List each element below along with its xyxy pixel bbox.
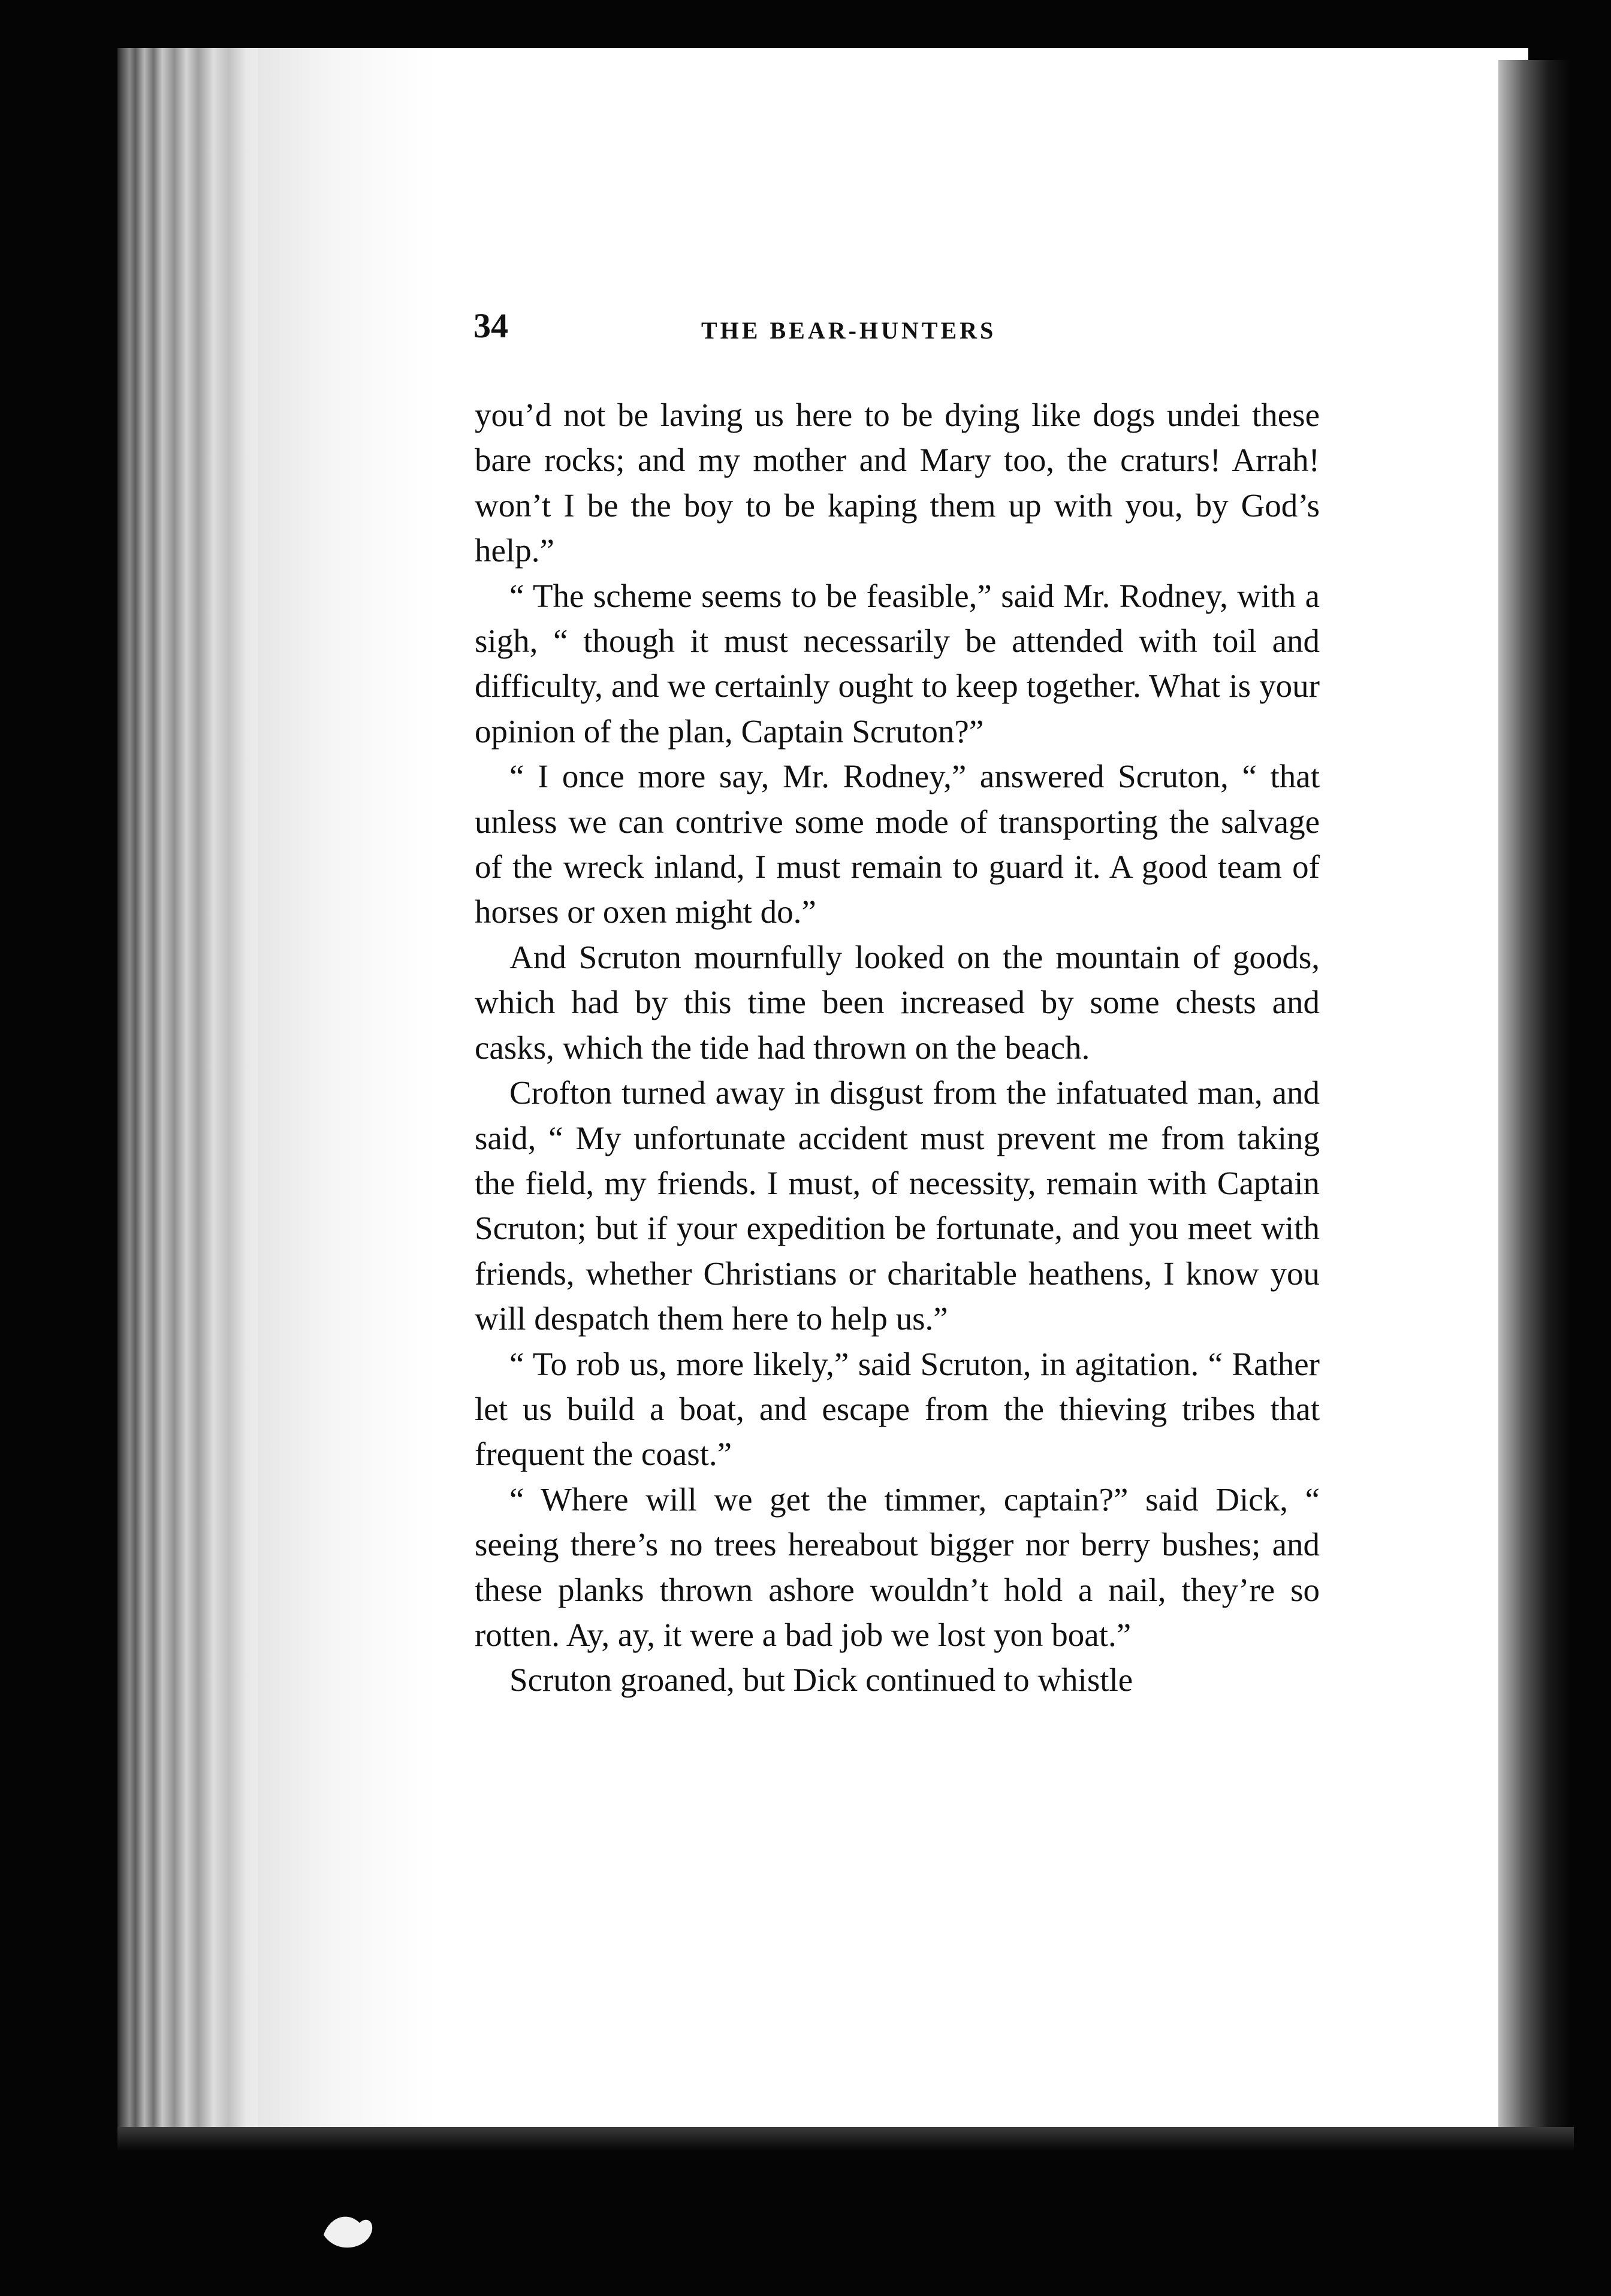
page-number: 34 — [473, 306, 508, 345]
paragraph: And Scruton mournfully looked on the mountain of goods, which had by this time been increased by some chests and casks, which the tide had thrown on the beach. — [475, 938, 1320, 1066]
paragraph: you’d not be laving us here to be dying like dogs undei these bare rocks; and my mother and Mary too, the craturs! Arrah! won’t I be the boy to be kaping them up with you, by God’s help.” — [475, 397, 1320, 569]
paragraph: “ The scheme seems to be feasible,” said Mr. Rodney, with a sigh, “ though it must necessarily be attended with toil and difficulty, and we certainly ought to keep together. What is your opinion of the plan, Captain Scruton?” — [475, 577, 1320, 750]
scan-artifact-blot — [312, 2193, 384, 2259]
paragraph: “ Where will we get the timmer, captain?” said Dick, “ seeing there’s no trees hereabout bigger nor berry bushes; and these planks thrown ashore wouldn’t hold a nail, they’re so rotten. Ay, ay, it were a bad job we lost yon boat.” — [475, 1481, 1320, 1653]
paragraph: “ To rob us, more likely,” said Scruton, in agitation. “ Rather let us build a boat, and escape from the thieving tribes that frequent the coast.” — [475, 1345, 1320, 1473]
paragraph: Scruton groaned, but Dick continued to whistle — [509, 1661, 1133, 1699]
paragraph: Crofton turned away in disgust from the infatuated man, and said, “ My unfortunate accident must prevent me from taking the field, my friends. I must, of necessity, remain with Captain Scruton; but if your expedition be fortunate, and you meet with friends, whether Christians or charitable heathens, I know you will despatch them here to help us.” — [475, 1074, 1320, 1337]
body-text — [475, 392, 1320, 1703]
book-edge — [117, 48, 267, 2127]
running-head: THE BEAR-HUNTERS — [701, 317, 997, 344]
page-header — [473, 306, 1313, 354]
page-shadow-right — [1498, 60, 1570, 2133]
page-shadow-bottom — [117, 2127, 1574, 2151]
paragraph: “ I once more say, Mr. Rodney,” answered Scruton, “ that unless we can contrive some mode of transporting the salvage of the wreck inland, I must remain to guard it. A good team of horses or oxen might do.” — [475, 758, 1320, 931]
